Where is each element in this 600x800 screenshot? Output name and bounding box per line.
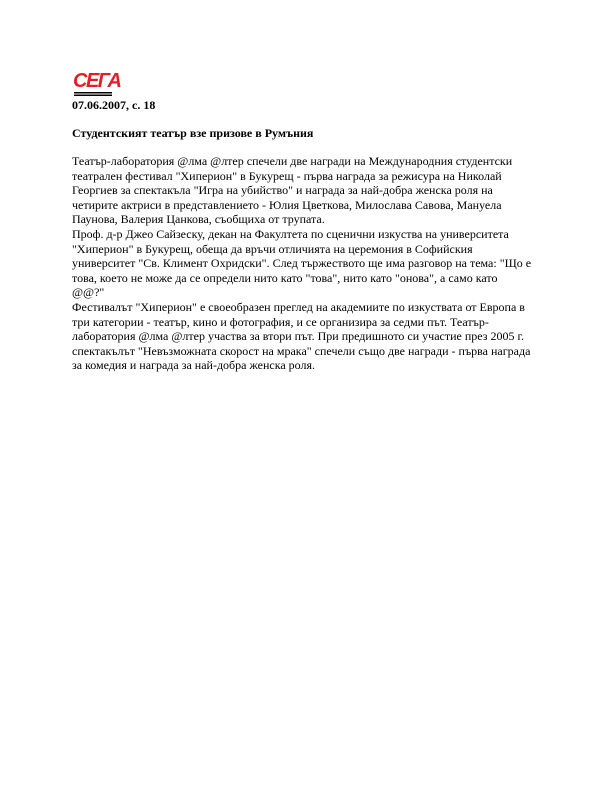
article-body xyxy=(72,154,532,373)
article-paragraph-3: Фестивалът "Хиперион" е своеобразен преглед на академиите по изкуствата от Европа в три категории - театър, кино и фотография, и се организира за седми път. Театър-лаборатория @лма @лтер участва за втори път. При предишното си участие през 2005 г. спектакълът "Невъзможната скорост на мрака" спечели също две награди - първа награда за комедия и награда за най-добра женска роля. xyxy=(72,299,531,373)
svg-text:СЕГА: СЕГА xyxy=(73,70,121,92)
article-paragraph-2: Проф. д-р Джео Сайзеску, декан на Факултета по сценични изкуства на университета "Хиперион" в Букурещ, обеща да връчи отличията на церемония в Софийския университет "Св. Климент Охридски". След тържеството ще има разговор на тема: "Що е това, което не може да се определи нито като "това", нито като "онова", а само като @@?" xyxy=(72,226,532,300)
sega-newspaper-logo xyxy=(72,66,121,98)
article-page xyxy=(72,66,532,373)
publication-date-page: 07.06.2007, с. 18 xyxy=(72,98,156,112)
article-title: Студентският театър взе призове в Румъния xyxy=(72,126,314,140)
article-paragraph-1: Театър-лаборатория @лма @лтер спечели две награди на Международния студентски театрален фестивал "Хиперион" в Букурещ - първа награда за режисура на Николай Георгиев за спектакъла "Игра на убийство" и награда за най-добра женска роля на четирите актриси в представлението - Юлия Цветкова, Милослава Савова, Мануела Паунова, Валерия Цанкова, съобщиха от трупата. xyxy=(72,154,513,227)
